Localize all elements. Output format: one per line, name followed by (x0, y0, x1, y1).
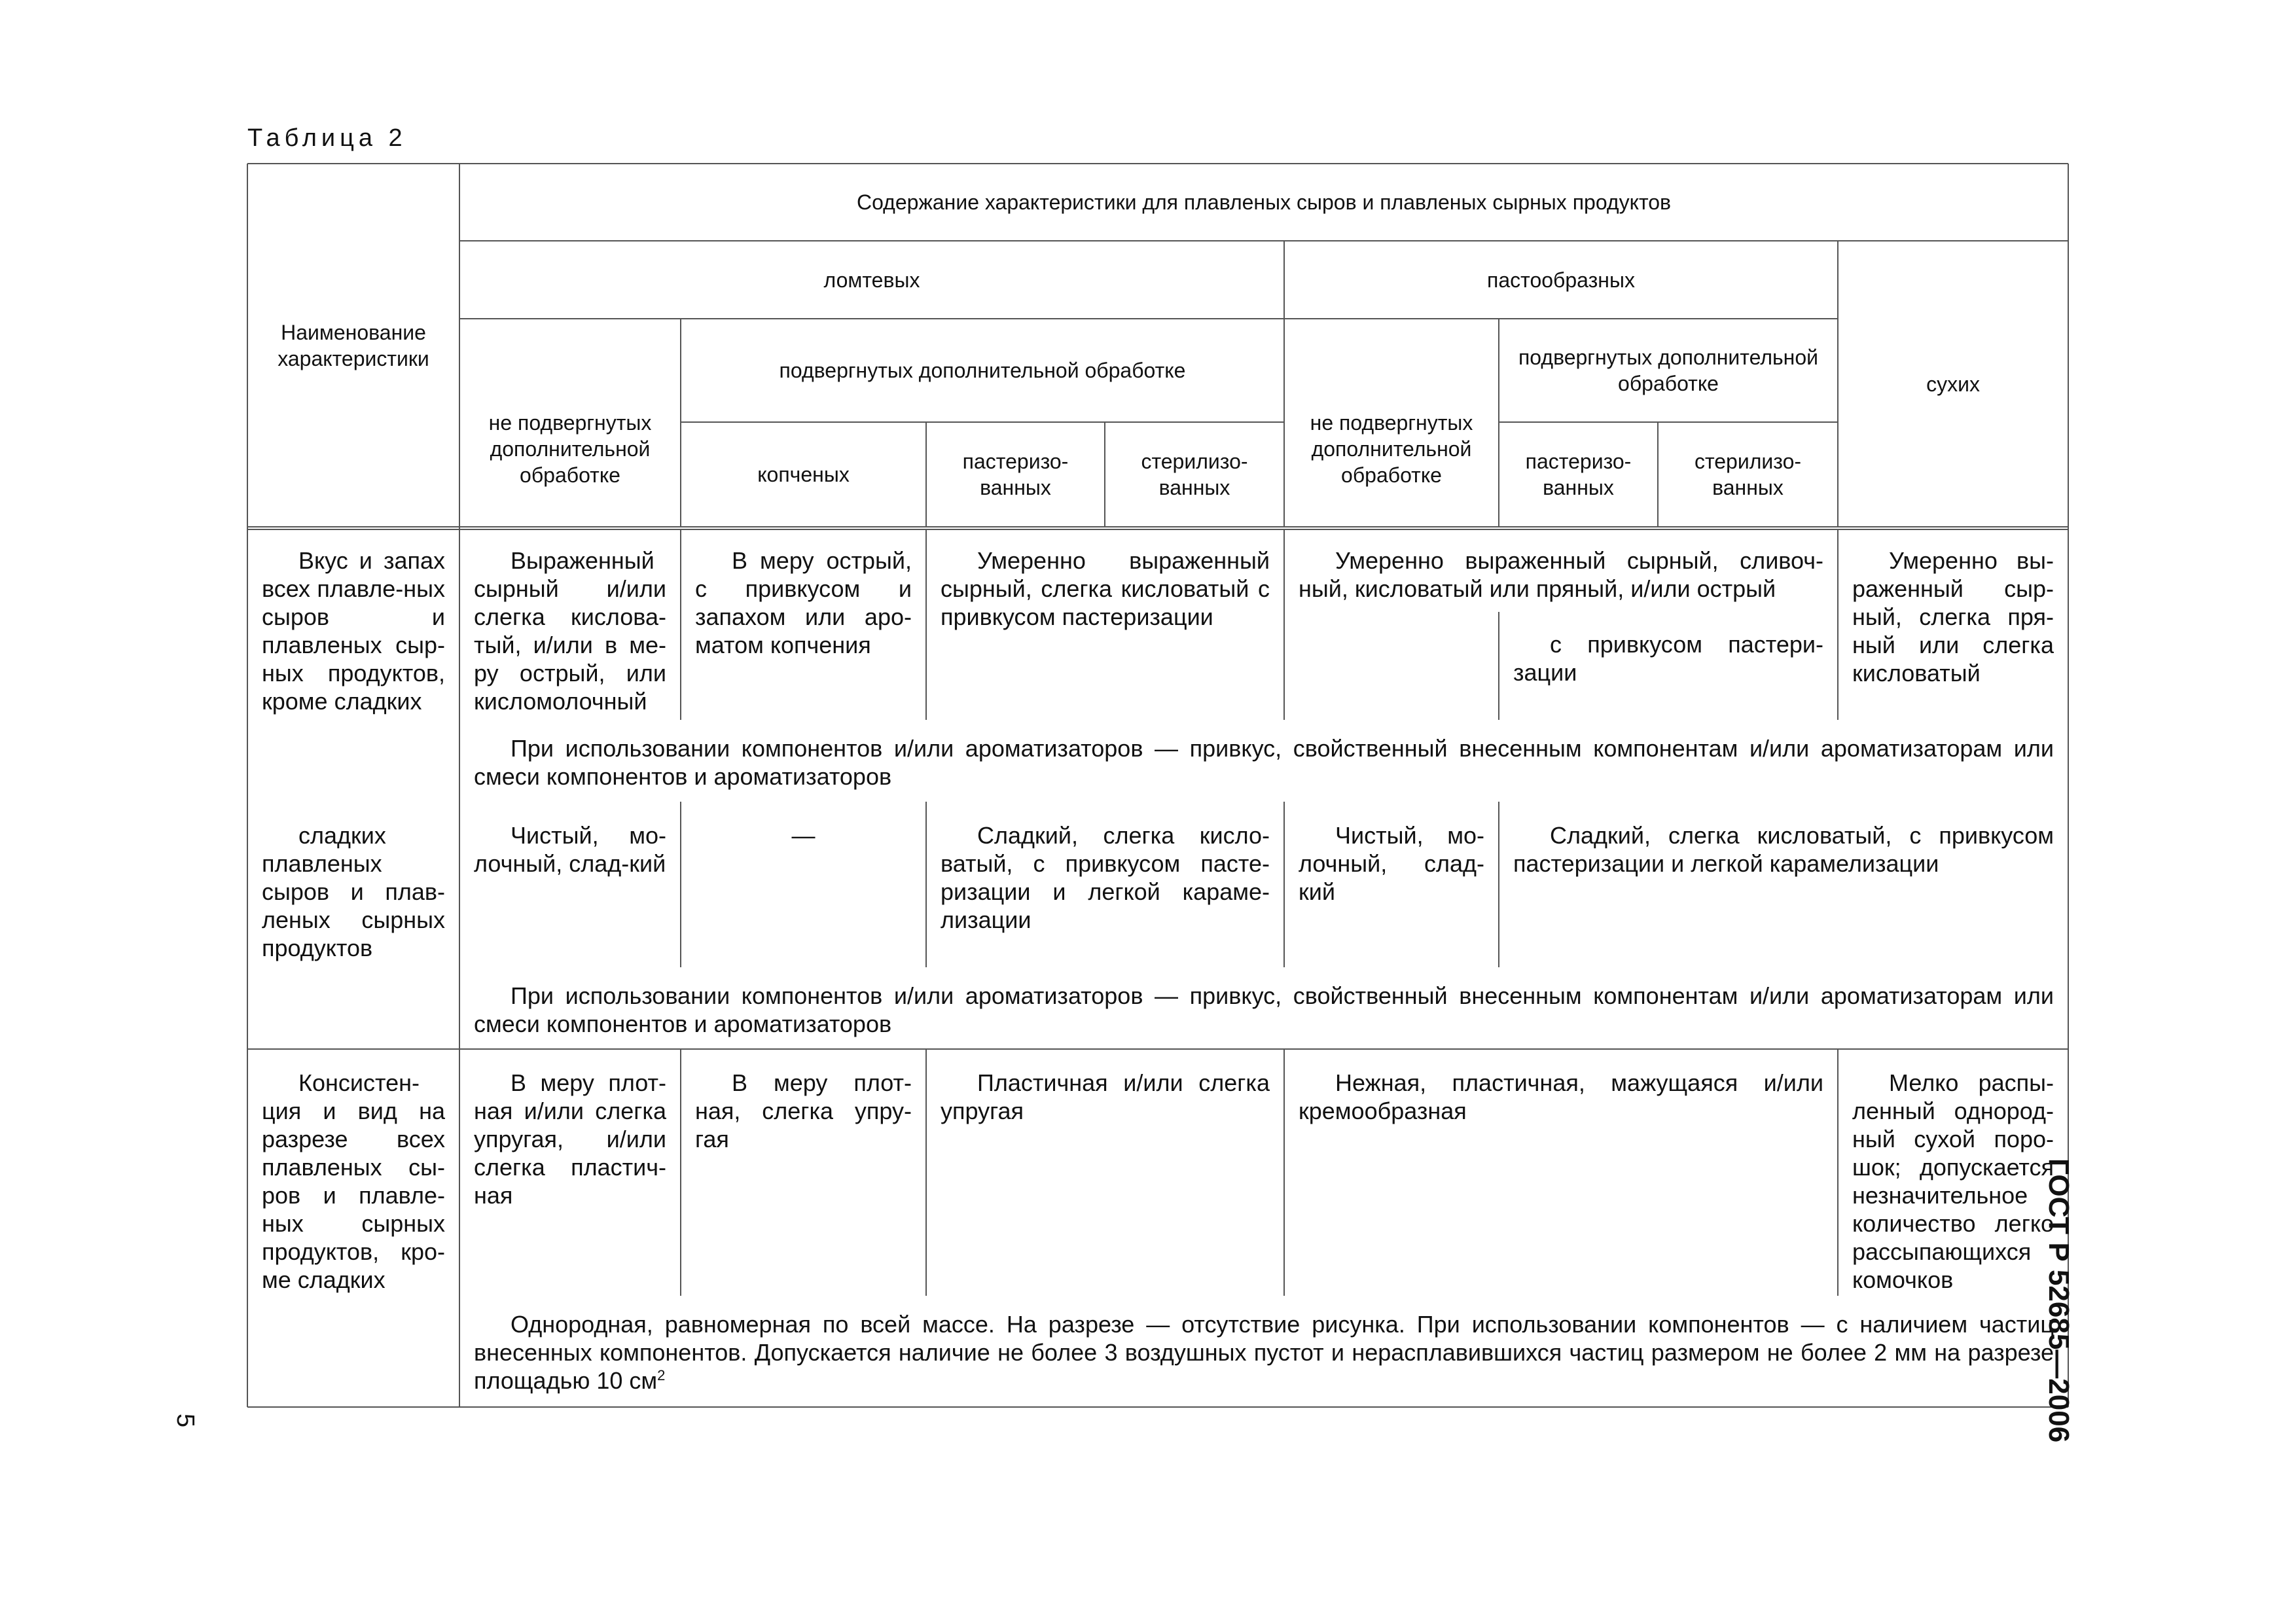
page-number: 5 (171, 1414, 199, 1428)
header-lomtevye: ломтевых (823, 268, 920, 292)
cell-consistency-lom-not-processed: В меру плот-ная и/или слегка упругая, и/или слегка пластич-ная (474, 1069, 666, 1209)
consistency-note-text: Однородная, равномерная по всей массе. На разрезе — отсутствие рисунка. При использовании компонентов — с наличием частиц внесенных компонентов. Допускается наличие не более 3 воздушных пустот и нерасплавившихся частиц размером не более 2 мм на разрезе площадью 10 см (474, 1311, 2054, 1394)
standard-code: ГОСТ Р 52685—2006 (2043, 1158, 2075, 1443)
header-pasta-processed: подвергнутых дополнительной обработке (1518, 346, 1819, 395)
header-pasta-pasteurized: пастеризо-ванных (1525, 450, 1632, 499)
row-sweet-name: сладких плавленых сыров и плав-леных сырных продуктов (262, 822, 445, 961)
header-content: Содержание характеристики для плавленых сыров и плавленых сырных продуктов (856, 190, 1672, 214)
row-consistency-note (459, 1310, 2068, 1395)
cell-sweet-lom-not-processed: Чистый, мо-лочный, слад-кий (474, 822, 666, 877)
cell-taste-pasta: Умеренно выраженный сырный, сливоч-ный, кисловатый или пряный, и/или острый (1299, 547, 1823, 602)
cell-sweet-lom-pasteurized-sterilized: Сладкий, слегка кисло-ватый, с привкусом пасте-ризации и легкой караме-лизации (941, 822, 1270, 933)
cell-taste-smoked: В меру острый, с привкусом и запахом или аро-матом копчения (695, 547, 912, 658)
header-lom-pasteurized: пастеризо-ванных (962, 450, 1069, 499)
cell-consistency-pasta: Нежная, пластичная, мажущаяся и/или кремообразная (1299, 1069, 1823, 1124)
row-taste-name: Вкус и запах всех плавле-ных сыров и плавленых сыр-ных продуктов, кроме сладких (262, 547, 445, 715)
header-lom-sterilized: стерилизо-ванных (1141, 450, 1248, 499)
cell-sweet-rest: Сладкий, слегка кисловатый, с привкусом пастеризации и легкой карамелизации (1513, 822, 2054, 877)
cell-consistency-smoked: В меру плот-ная, слегка упру-гая (695, 1069, 912, 1152)
cell-consistency-dry: Мелко распы-ленный однород-ный сухой поро-шок; допускается незначительное количество легко рассыпающихся комочков (1852, 1069, 2054, 1293)
cell-sweet-pasta-not-processed: Чистый, мо-лочный, слад-кий (1299, 822, 1484, 905)
header-pastoobraznye: пастообразных (1487, 268, 1635, 292)
row-sweet-note: При использовании компонентов и/или ароматизаторов — привкус, свойственный внесенным компонентам и/или ароматизаторам или смеси компонентов и ароматизаторов (474, 982, 2054, 1037)
cell-sweet-smoked: — (791, 822, 816, 849)
row-taste-note: При использовании компонентов и/или ароматизаторов — привкус, свойственный внесенным компонентам и/или ароматизаторам или смеси компонентов и ароматизаторов (474, 735, 2054, 790)
header-name: Наименование характеристики (278, 320, 429, 370)
row-consistency-name: Консистен-ция и вид на разрезе всех плавленых сы-ров и плавле-ных сырных продуктов, кро-ме сладких (262, 1069, 445, 1293)
cell-taste-lom-not-processed: Выраженный сырный и/или слегка кислова-тый, и/или в ме-ру острый, или кисломолочный (474, 547, 666, 715)
header-smoked: копченых (757, 463, 850, 486)
header-suhie: сухих (1926, 372, 1980, 396)
cell-taste-pasta-pasteurized-sterilized: с привкусом пастери-зации (1513, 631, 1823, 686)
cell-taste-lom-pasteurized-sterilized: Умеренно выраженный сырный, слегка кисловатый с привкусом пастеризации (941, 547, 1270, 630)
cell-consistency-lom-pasteurized-sterilized: Пластичная и/или слегка упругая (941, 1069, 1270, 1124)
cell-taste-dry: Умеренно вы-раженный сыр-ный, слегка пря-ный или слегка кисловатый (1852, 547, 2054, 687)
header-pasta-not-processed: не подвергнутых дополнительной обработке (1310, 411, 1473, 487)
header-lom-not-processed: не подвергнутых дополнительной обработке (488, 411, 652, 487)
header-lom-processed: подвергнутых дополнительной обработке (779, 359, 1186, 382)
superscript-2: 2 (657, 1367, 666, 1383)
header-pasta-sterilized: стерилизо-ванных (1694, 450, 1802, 499)
table-caption: Таблица 2 (247, 124, 407, 152)
